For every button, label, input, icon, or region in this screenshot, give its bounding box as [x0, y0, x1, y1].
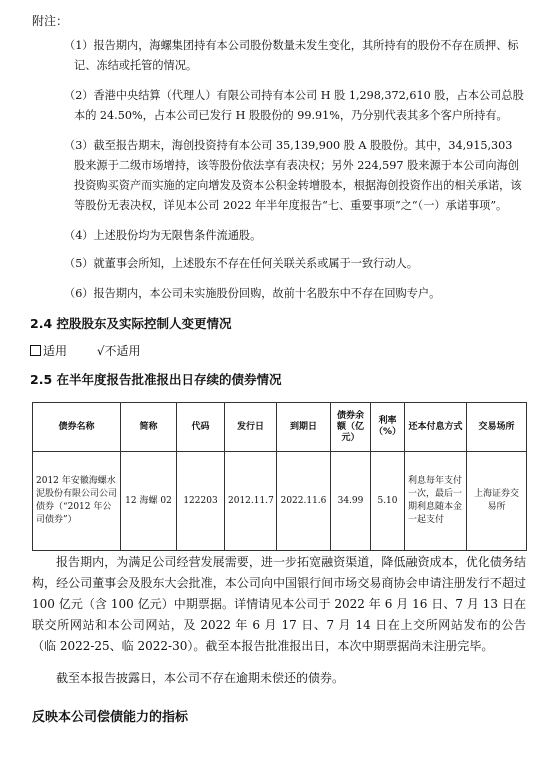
- solvency-indicators-heading: 反映本公司偿债能力的指标: [32, 710, 189, 725]
- section-2-4-title: 2.4 控股股东及实际控制人变更情况: [30, 316, 232, 331]
- col-code: 代码: [177, 403, 225, 452]
- option-not-applicable-label: 不适用: [104, 344, 141, 358]
- note-item-5: （5）就董事会所知，上述股东不存在任何关联关系或属于一致行动人。: [64, 257, 418, 270]
- option-applicable: [30, 344, 67, 358]
- note-item-4: （4）上述股份均为无限售条件流通股。: [64, 229, 262, 242]
- cell-repayment: 利息每年支付一次，最后一期利息随本金一起支付: [405, 452, 467, 551]
- col-maturity-date: 到期日: [277, 403, 331, 452]
- col-repayment: 还本付息方式: [405, 403, 467, 452]
- table-row: [33, 452, 527, 551]
- note-item-3: （3）截至报告期末，海创投资持有本公司 35,139,900 股 A 股股份。其中，34,915,303 股来源于二级市场增持，该等股份依法享有表决权；另外 224,597 股来源于本公司向海创投资购买资产而实施的定向增发及资本公积金转增股本，根据海创投资作出的相关承诺，该等股份无表决权，详见本公司 2022 年半年度报告“七、重要事项”之“（一）承诺事项”。: [64, 139, 522, 212]
- cell-balance: 34.99: [331, 452, 371, 551]
- cell-rate: 5.10: [371, 452, 405, 551]
- col-exchange: 交易场所: [467, 403, 527, 452]
- applicability-options: [30, 342, 167, 359]
- note-item-1: （1）报告期内，海螺集团持有本公司股份数量未发生变化，其所持有的股份不存在质押、标记、冻结或托管的情况。: [64, 39, 519, 72]
- section-2-5-title: 2.5 在半年度报告批准报出日存续的债券情况: [30, 372, 282, 387]
- cell-short-name: 12 海螺 02: [121, 452, 177, 551]
- cell-exchange: 上海证券交易所: [467, 452, 527, 551]
- note-item-6: （6）报告期内，本公司未实施股份回购，故前十名股东中不存在回购专户。: [64, 287, 441, 300]
- option-applicable-label: 适用: [43, 344, 68, 358]
- col-short-name: 简称: [121, 403, 177, 452]
- overdue-paragraph: 截至本报告披露日，本公司不存在逾期未偿还的债券。: [56, 671, 345, 685]
- col-issue-date: 发行日: [225, 403, 277, 452]
- bond-table: [32, 402, 527, 551]
- note-item-2: （2）香港中央结算（代理人）有限公司持有本公司 H 股 1,298,372,610 股，占本公司总股本的 24.50%，占本公司已发行 H 股股份的 99.91%，乃分别代表其多个客户所持有。: [64, 89, 524, 122]
- notes-heading: 附注：: [32, 14, 69, 28]
- cell-bond-name: 2012 年安徽海螺水泥股份有限公司公司债券（“2012 年公司债券”）: [33, 452, 121, 551]
- bond-table-header: [33, 403, 527, 452]
- cell-issue-date: 2012.11.7: [225, 452, 277, 551]
- col-bond-name: 债券名称: [33, 403, 121, 452]
- mtn-paragraph: 报告期内，为满足公司经营发展需要，进一步拓宽融资渠道，降低融资成本，优化债务结构，经公司董事会及股东大会批准，本公司向中国银行间市场交易商协会申请注册发行不超过 100 亿元（含 100 亿元）中期票据。详情请见本公司于 2022 年 6 月 16 日、7 月 13 日在联交所网站和本公司网站，及 2022 年 6 月 17 日、7 月 14 日在上交所网站发布的公告（临 2022-25、临 2022-30）。截至本报告批准报出日，本次中期票据尚未注册完毕。: [32, 555, 526, 653]
- cell-code: 122203: [177, 452, 225, 551]
- col-rate: 利率（%）: [371, 403, 405, 452]
- check-mark-icon: √: [96, 344, 105, 358]
- checkbox-empty-icon: [30, 345, 41, 356]
- col-balance: 债券余额（亿元）: [331, 403, 371, 452]
- cell-maturity-date: 2022.11.6: [277, 452, 331, 551]
- option-not-applicable: [97, 344, 141, 358]
